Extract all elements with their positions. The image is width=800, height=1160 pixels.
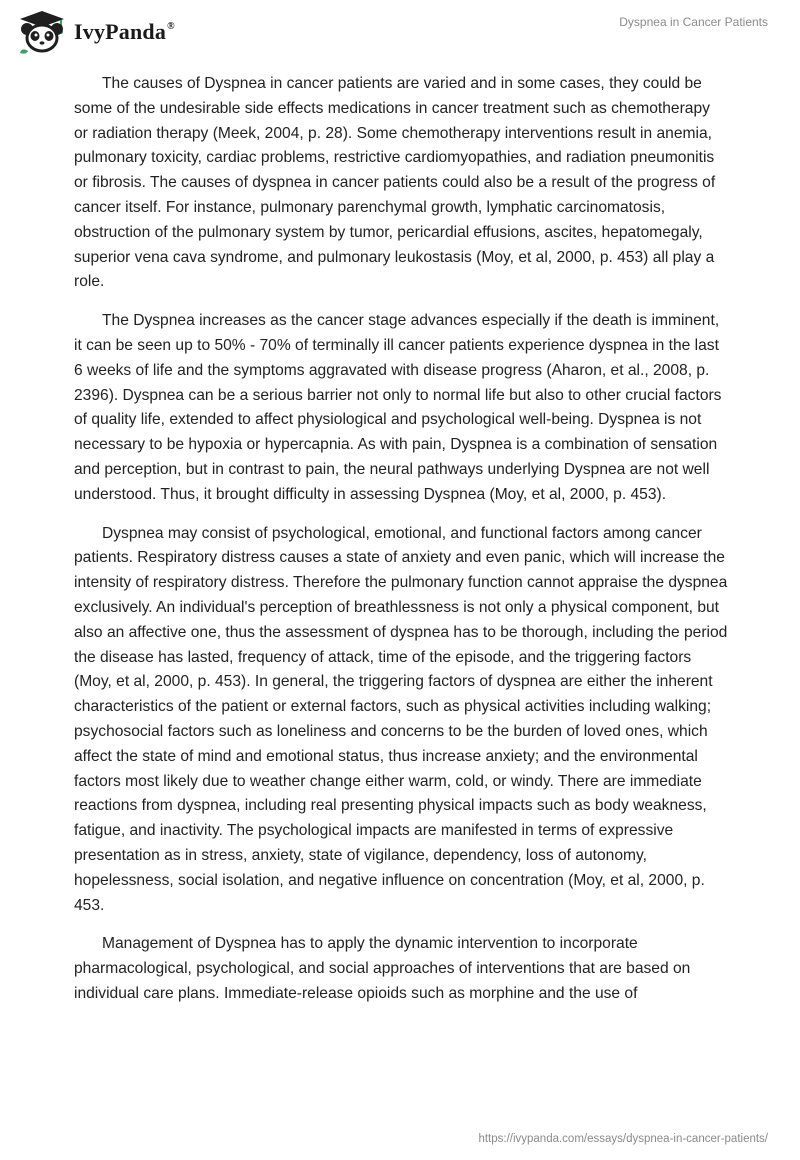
paragraph: Management of Dyspnea has to apply the dynamic intervention to incorporate pharmacological, psychological, and social approaches of interventions that are based on individual care plans. Immediate-release opioids such as morphine and the use of [74,935,691,1002]
paragraph: The Dyspnea increases as the cancer stage advances especially if the death is imminent, it can be seen up to 50% - 70% of terminally ill cancer patients experience dyspnea in the last 6 weeks of life and the symptoms aggravated with disease progress (Aharon, et al., 2008, p. 2396). Dyspnea can be a serious barrier not only to normal life but also to other crucial factors of quality life, extended to affect physiological and psychological well-being. Dyspnea is not necessary to be hypoxia or hypercapnia. As with pain, Dyspnea is a combination of sensation and perception, but in contrast to pain, the neural pathways underlying Dyspnea are not well understood. Thus, it brought difficulty in assessing Dyspnea (Moy, et al, 2000, p. 453). [74,312,722,503]
paragraph: The causes of Dyspnea in cancer patients are varied and in some cases, they could be some of the undesirable side effects medications in cancer treatment such as chemotherapy or radiation therapy (Meek, 2004, p. 28). Some chemotherapy interventions result in anemia, pulmonary toxicity, cardiac problems, restrictive cardiomyopathies, and radiation pneumonitis or fibrosis. The causes of dyspnea in cancer patients could also be a result of the progress of cancer itself. For instance, pulmonary parenchymal growth, lymphatic carcinomatosis, obstruction of the pulmonary system by tumor, pericardial effusions, ascites, hepatomegaly, superior vena cava syndrome, and pulmonary leukostasis (Moy, et al, 2000, p. 453) all play a role. [74,75,716,291]
source-url[interactable]: https://ivypanda.com/essays/dyspnea-in-cancer-patients/ [478,1133,768,1145]
brand-logo[interactable] [14,9,175,55]
page-header [0,0,800,60]
brand-name: IvyPanda® [74,19,175,44]
paragraph: Dyspnea may consist of psychological, emotional, and functional factors among cancer patients. Respiratory distress causes a state of anxiety and even panic, which will increase the intensity of respiratory distress. Therefore the pulmonary function cannot appraise the dyspnea exclusively. An individual's perception of breathlessness is not only a physical component, but also an affective one, thus the assessment of dyspnea has to be thorough, including the period the disease has lasted, frequency of attack, time of the episode, and the triggering factors (Moy, et al, 2000, p. 453). In general, the triggering factors of dyspnea are either the inherent characteristics of the patient or external factors, such as physical activities including walking; psychosocial factors such as loneliness and concerns to be the burden of loved ones, which affect the state of mind and emotional status, thus increase anxiety; and the environmental factors most likely due to weather change either warm, cold, or windy. There are immediate reactions from dyspnea, including real presenting physical impacts such as body weakness, fatigue, and inactivity. The psychological impacts are manifested in terms of expressive presentation as in stress, anxiety, state of vigilance, dependency, loss of autonomy, hopelessness, social isolation, and negative influence on concentration (Moy, et al, 2000, p. 453. [74,524,728,914]
document-title: Dyspnea in Cancer Patients [619,15,768,29]
essay-body [74,72,728,1021]
panda-graduate-icon [14,9,70,55]
